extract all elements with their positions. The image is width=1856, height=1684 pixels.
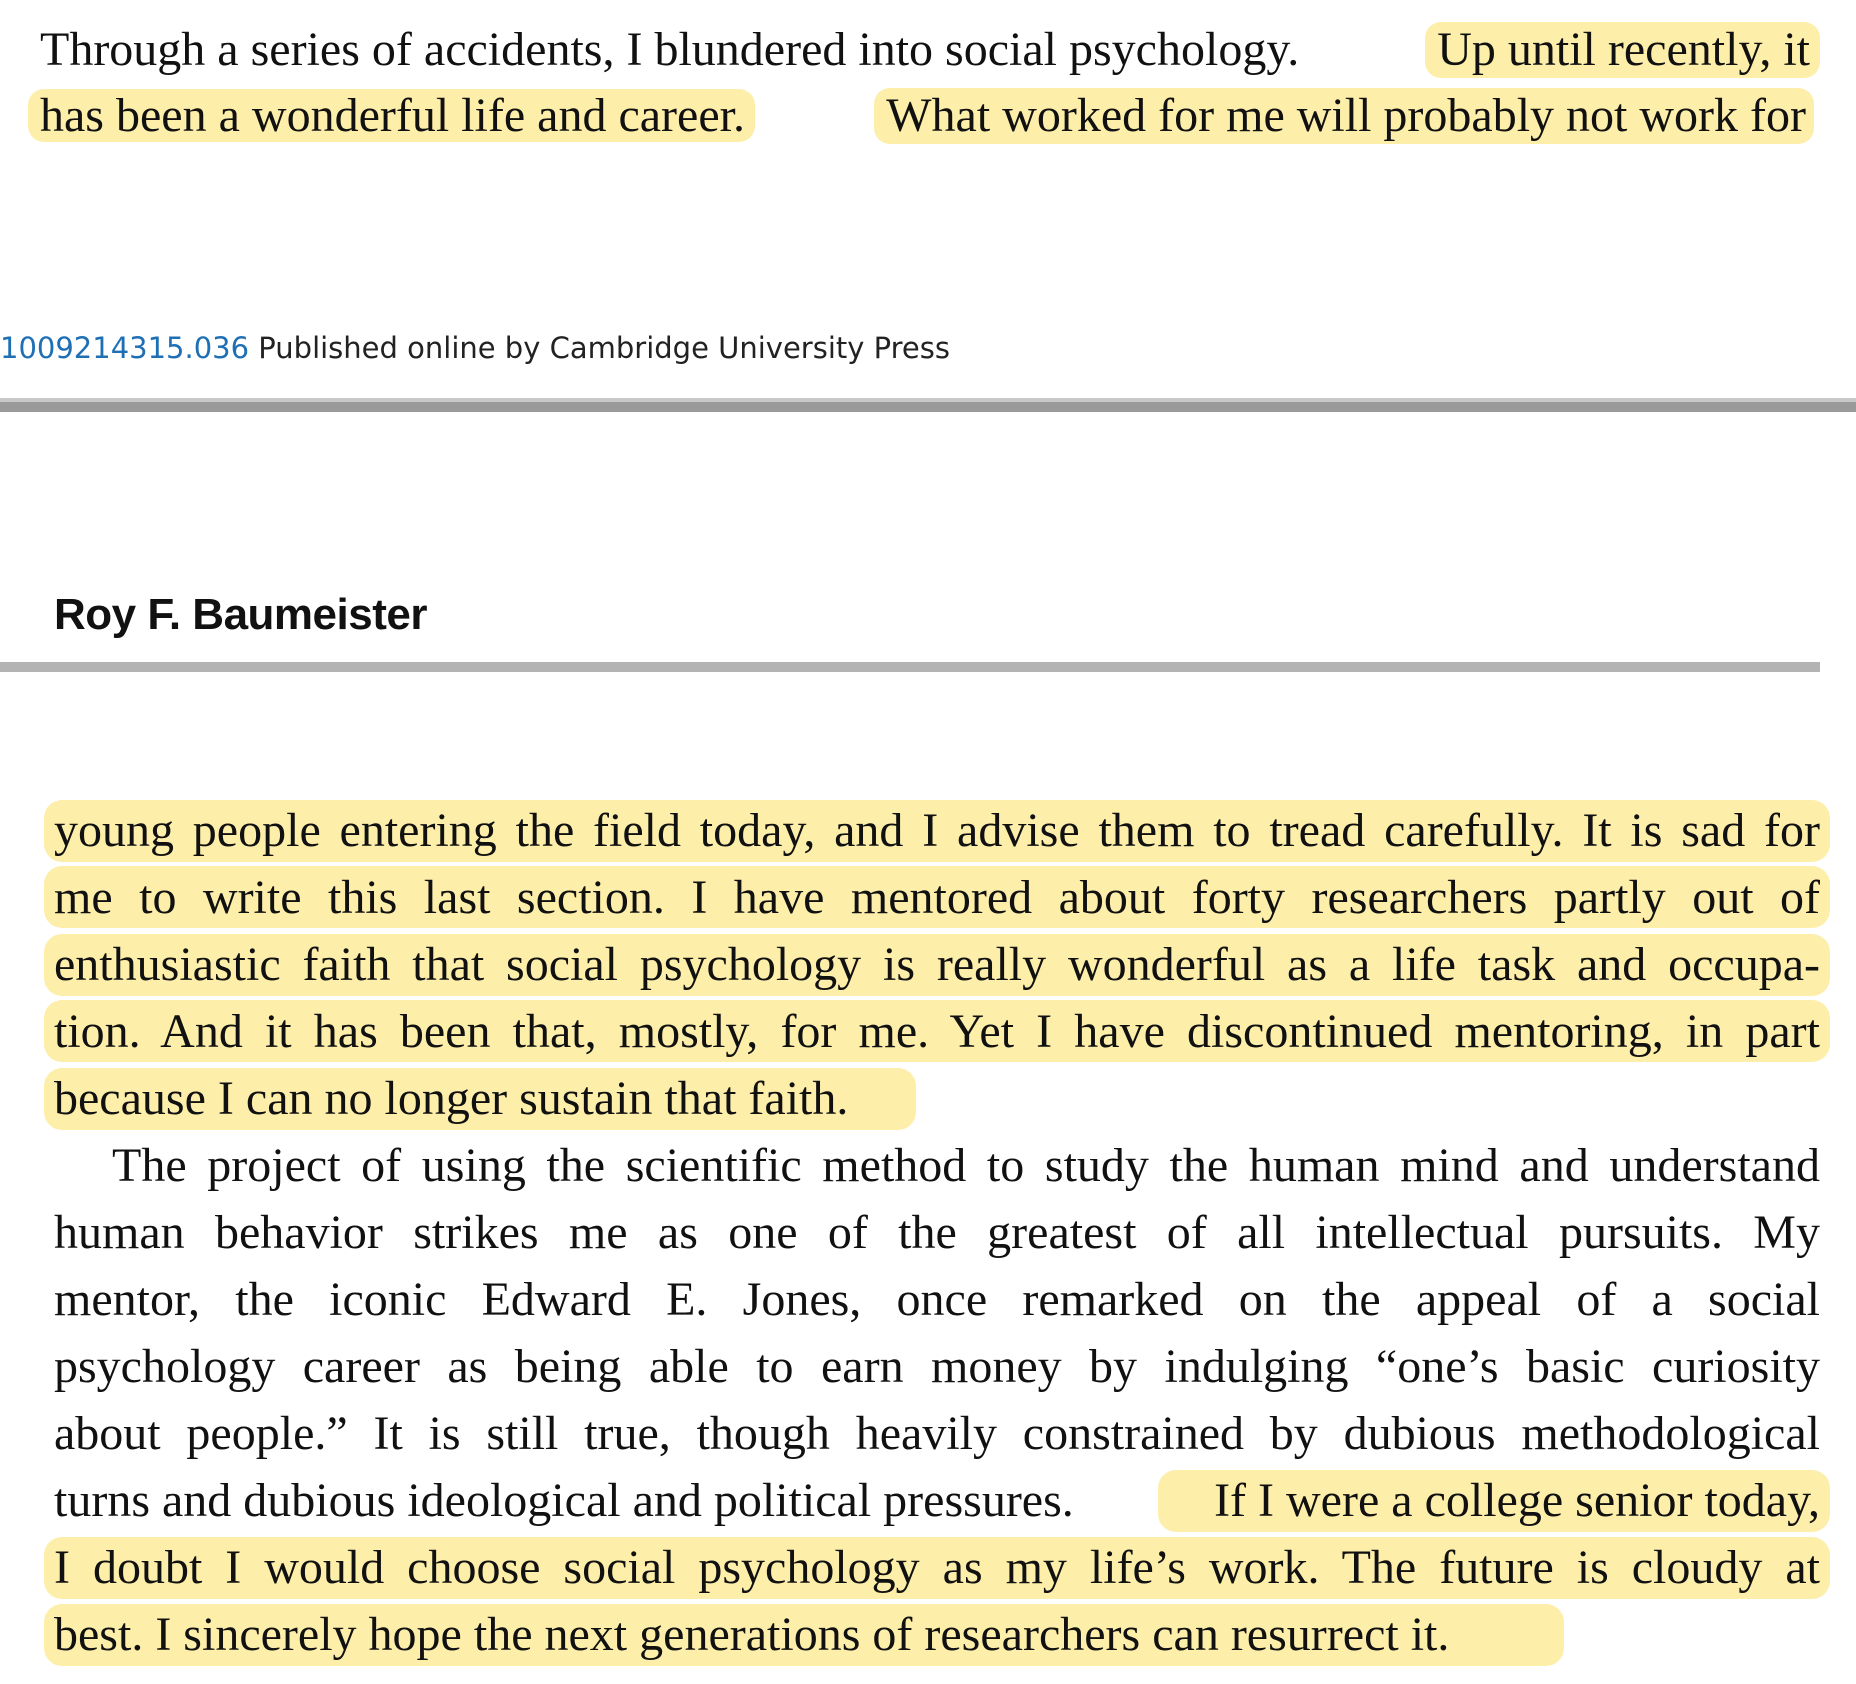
line-text: human behavior strikes me as one of the greatest of all intellectual pursuits. My bbox=[54, 1206, 1820, 1259]
line-text: psychology career as being able to earn money by indulging “one’s basic curiosity bbox=[54, 1340, 1820, 1393]
top-text-line-2 bbox=[28, 88, 1814, 144]
body-line bbox=[54, 1071, 848, 1127]
highlight-wonderful-life[interactable]: has been a wonderful life and career. bbox=[28, 89, 755, 142]
body-line bbox=[54, 1004, 1820, 1060]
line-text: about people.” It is still true, though heavily constrained by dubious methodological bbox=[54, 1407, 1820, 1460]
body-line bbox=[54, 1540, 1820, 1596]
body-line bbox=[54, 1473, 1820, 1529]
published-by-text: Published online by Cambridge University Press bbox=[258, 331, 950, 365]
author-name: Roy F. Baumeister bbox=[54, 590, 427, 639]
highlight-what-worked[interactable]: What worked for me will probably not work for bbox=[874, 88, 1814, 144]
line-text: because I can no longer sustain that faith. bbox=[54, 1072, 849, 1125]
body-line bbox=[112, 1138, 1820, 1194]
line-text: I doubt I would choose social psychology as my life’s work. The future is cloudy at bbox=[54, 1541, 1820, 1594]
line-text: me to write this last section. I have mentored about forty researchers partly out of bbox=[54, 871, 1820, 924]
doi-link[interactable]: 1009214315.036 bbox=[0, 331, 250, 365]
line-text: tion. And it has been that, mostly, for me. Yet I have discontinued mentoring, in part bbox=[54, 1005, 1820, 1058]
body-line bbox=[54, 1406, 1820, 1462]
page-footer bbox=[0, 330, 950, 366]
body-line bbox=[54, 1607, 1449, 1663]
line-text-highlight: If I were a college senior today, bbox=[1214, 1474, 1820, 1527]
line-text: The project of using the scientific method to study the human mind and understand bbox=[112, 1139, 1820, 1192]
line-text: best. I sincerely hope the next generations of researchers can resurrect it. bbox=[54, 1608, 1450, 1661]
line-text: young people entering the field today, and I advise them to tread carefully. It is sad for bbox=[54, 804, 1820, 857]
body-line bbox=[54, 1339, 1820, 1395]
line-text: mentor, the iconic Edward E. Jones, once remarked on the appeal of a social bbox=[54, 1273, 1820, 1326]
body-line bbox=[54, 803, 1820, 859]
line-text: enthusiastic faith that social psychology is really wonderful as a life task and occupa- bbox=[54, 938, 1820, 991]
line-text-plain: turns and dubious ideological and political pressures. bbox=[54, 1474, 1074, 1527]
top-line1-plain: Through a series of accidents, I blundered into social psychology. bbox=[40, 23, 1300, 76]
body-line bbox=[54, 1205, 1820, 1261]
top-text-line-1 bbox=[40, 22, 1820, 78]
author-rule bbox=[0, 662, 1820, 672]
highlight-up-until-recently[interactable]: Up until recently, it bbox=[1425, 22, 1820, 78]
body-line bbox=[54, 1272, 1820, 1328]
body-line bbox=[54, 870, 1820, 926]
body-line bbox=[54, 937, 1820, 993]
page-separator bbox=[0, 398, 1856, 412]
